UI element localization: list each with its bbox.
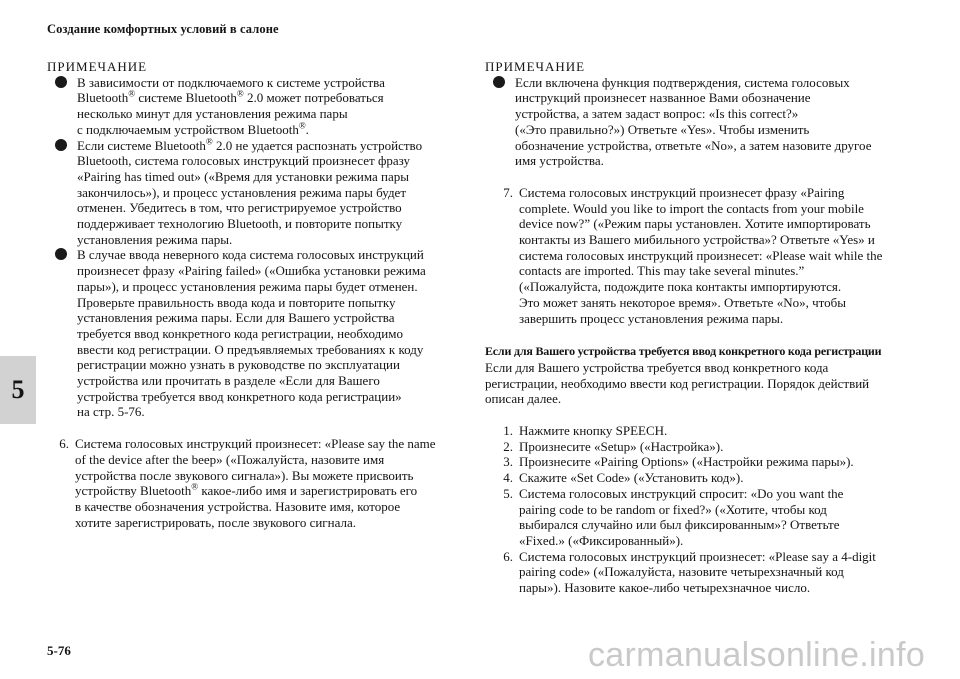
bullet-dot-icon	[493, 76, 505, 88]
text-line: обозначение устройства, ответьте «No», а затем назовите другое	[515, 137, 872, 153]
text-line: В случае ввода неверного кода система голосовых инструкций	[77, 247, 424, 263]
text-line: contacts are imported. This may take several minutes.”	[519, 263, 805, 279]
note-title-right: ПРИМЕЧАНИЕ	[485, 59, 586, 74]
text-line: регистрации можно узнать в руководстве по эксплуатации	[77, 357, 400, 373]
text-line: Если системе Bluetooth® 2.0 не удается распознать устройство	[77, 136, 423, 153]
text-line: («Это правильно?») Ответьте «Yes». Чтобы изменить	[515, 121, 810, 137]
text-line: установления режима пары. Если для Вашего устройства	[77, 310, 395, 326]
note-bullet	[47, 138, 457, 248]
text-line: complete. Would you like to import the contacts from your mobile	[519, 200, 864, 216]
chapter-tab	[0, 356, 36, 424]
text-line: Если включена функция подтверждения, система голосовых	[515, 74, 850, 90]
text-line: хотите зарегистрировать, после звукового сигнала.	[75, 514, 356, 530]
text-line: устройства, а затем задаст вопрос: «Is this correct?»	[515, 106, 799, 122]
step-number: 3.	[503, 454, 513, 470]
page-number: 5-76	[47, 643, 71, 658]
numbered-step	[485, 454, 905, 470]
bullet-dot-icon	[55, 76, 67, 88]
text-line: устройства или прочитать в разделе «Если для Вашего	[77, 373, 380, 389]
bullet-dot-icon	[55, 139, 67, 151]
text-line: Это может занять некоторое время». Ответьте «No», чтобы	[519, 294, 846, 310]
step-number: 1.	[503, 423, 513, 439]
registered-mark: ®	[205, 136, 213, 147]
text-line: Система голосовых инструкций произнесет: «Please say the name	[75, 436, 436, 452]
numbered-step	[47, 436, 457, 530]
text-line: на стр. 5-76.	[77, 404, 145, 420]
text-line: система голосовых инструкций произнесет: «Please wait while the	[519, 247, 883, 263]
note-bullet	[47, 75, 457, 138]
text-line: в качестве обозначения устройства. Назовите имя, которое	[75, 498, 401, 514]
registered-mark: ®	[236, 89, 244, 100]
text-line: Нажмите кнопку SPEECH.	[519, 423, 668, 439]
text-line: имя устройства.	[515, 153, 604, 169]
text-line: устройству Bluetooth® какое-либо имя и зарегистрировать его	[75, 481, 418, 499]
note-bullet	[485, 75, 905, 169]
text-line: of the device after the beep» («Пожалуйста, назовите имя	[75, 451, 385, 467]
text-line: регистрации, необходимо ввести код регистрации. Порядок действий	[485, 375, 870, 391]
text-line: Система голосовых инструкций произнесет: «Please say a 4-digit	[519, 548, 876, 564]
text-line: Произнесите «Setup» («Настройка»).	[519, 438, 724, 454]
text-line: поддерживает технологию Bluetooth, и повторите попытку	[77, 216, 403, 232]
section-heading: Если для Вашего устройства требуется ввод конкретного кода регистрации	[485, 344, 882, 359]
text-line: инструкций произнесет названное Вами обозначение	[515, 90, 811, 106]
numbered-step	[485, 486, 905, 549]
numbered-step	[485, 470, 905, 486]
text-line: Произнесите «Pairing Options» («Настройки режима пары»).	[519, 454, 854, 470]
chapter-number: 5	[11, 375, 25, 404]
text-line: с подключаемым устройством Bluetooth®.	[77, 120, 309, 137]
text-line: произнесет фразу «Pairing failed» («Ошибка установки режима	[77, 263, 426, 279]
step-number: 6.	[503, 548, 513, 564]
text-line: контакты из Вашего мибильного устройства»? Ответьте «Yes» и	[519, 232, 875, 248]
text-line: pairing code to be random or fixed?» («Хотите, чтобы код	[519, 501, 827, 517]
text-line: В зависимости от подключаемого к системе устройства	[77, 74, 385, 90]
text-line: установления режима пары.	[77, 231, 233, 247]
step-number: 4.	[503, 470, 513, 486]
text-line: Скажите «Set Code» («Установить код»).	[519, 470, 744, 486]
note-bullet	[47, 247, 457, 420]
text-line: Система голосовых инструкций спросит: «Do you want the	[519, 485, 844, 501]
text-line: Если для Вашего устройства требуется ввод конкретного кода	[485, 359, 829, 375]
registered-mark: ®	[298, 120, 306, 131]
registered-mark: ®	[191, 481, 199, 492]
text-line: описан далее.	[485, 391, 562, 407]
text-line: pairing code» («Пожалуйста, назовите четырехзначный код	[519, 564, 844, 580]
text-line: устройства требуется ввод конкретного кода регистрации»	[77, 388, 402, 404]
text-line: Система голосовых инструкций произнесет фразу «Pairing	[519, 184, 845, 200]
text-line: несколько минут для установления режима пары	[77, 106, 348, 122]
text-line: («Пожалуйста, подождите пока контакты импортируются.	[519, 279, 842, 295]
text-line: закончилось»), и процесс установления режима пары будет	[77, 184, 407, 200]
step-number: 6.	[59, 436, 69, 452]
step-number: 2.	[503, 438, 513, 454]
left-column	[47, 59, 457, 530]
text-line: ввести код регистрации. О предъявляемых требованиях к коду	[77, 341, 424, 357]
page-header-title: Создание комфортных условий в салоне	[47, 22, 279, 36]
text-line: пары»). Назовите какое-либо четырехзначное число.	[519, 580, 811, 596]
numbered-step	[485, 423, 905, 439]
registered-mark: ®	[128, 89, 136, 100]
text-line: устройства после звукового сигнала»). Вы можете присвоить	[75, 467, 414, 483]
text-line: отменен. Убедитесь в том, что регистрируемое устройство	[77, 200, 402, 216]
text-line: требуется ввод конкретного кода регистрации, необходимо	[77, 325, 403, 341]
step-number: 7.	[503, 184, 513, 200]
note-title-left: ПРИМЕЧАНИЕ	[47, 59, 148, 74]
right-column	[485, 59, 905, 596]
text-line: пары»), и процесс установления режима пары будет отменен.	[77, 278, 418, 294]
text-line: «Fixed.» («Фиксированный»).	[519, 532, 684, 548]
watermark-text: carmanualsonline.info	[588, 636, 926, 674]
step-number: 5.	[503, 485, 513, 501]
text-line: Проверьте правильность ввода кода и повторите попытку	[77, 294, 396, 310]
text-line: Bluetooth, система голосовых инструкций произнесет фразу	[77, 153, 410, 169]
text-line: завершить процесс установления режима пары.	[519, 310, 784, 326]
text-line: Bluetooth® системе Bluetooth® 2.0 может потребоваться	[77, 89, 384, 106]
numbered-step	[485, 439, 905, 455]
text-line: device now?” («Режим пары установлен. Хотите импортировать	[519, 216, 871, 232]
steps-list	[485, 423, 905, 596]
numbered-step	[485, 549, 905, 596]
bullet-dot-icon	[55, 248, 67, 260]
text-line: выбирался случайно или был фиксированным»? Ответьте	[519, 517, 840, 533]
section-paragraph	[485, 360, 905, 407]
text-line: «Pairing has timed out» («Время для установки режима пары	[77, 168, 409, 184]
numbered-step	[485, 185, 905, 326]
